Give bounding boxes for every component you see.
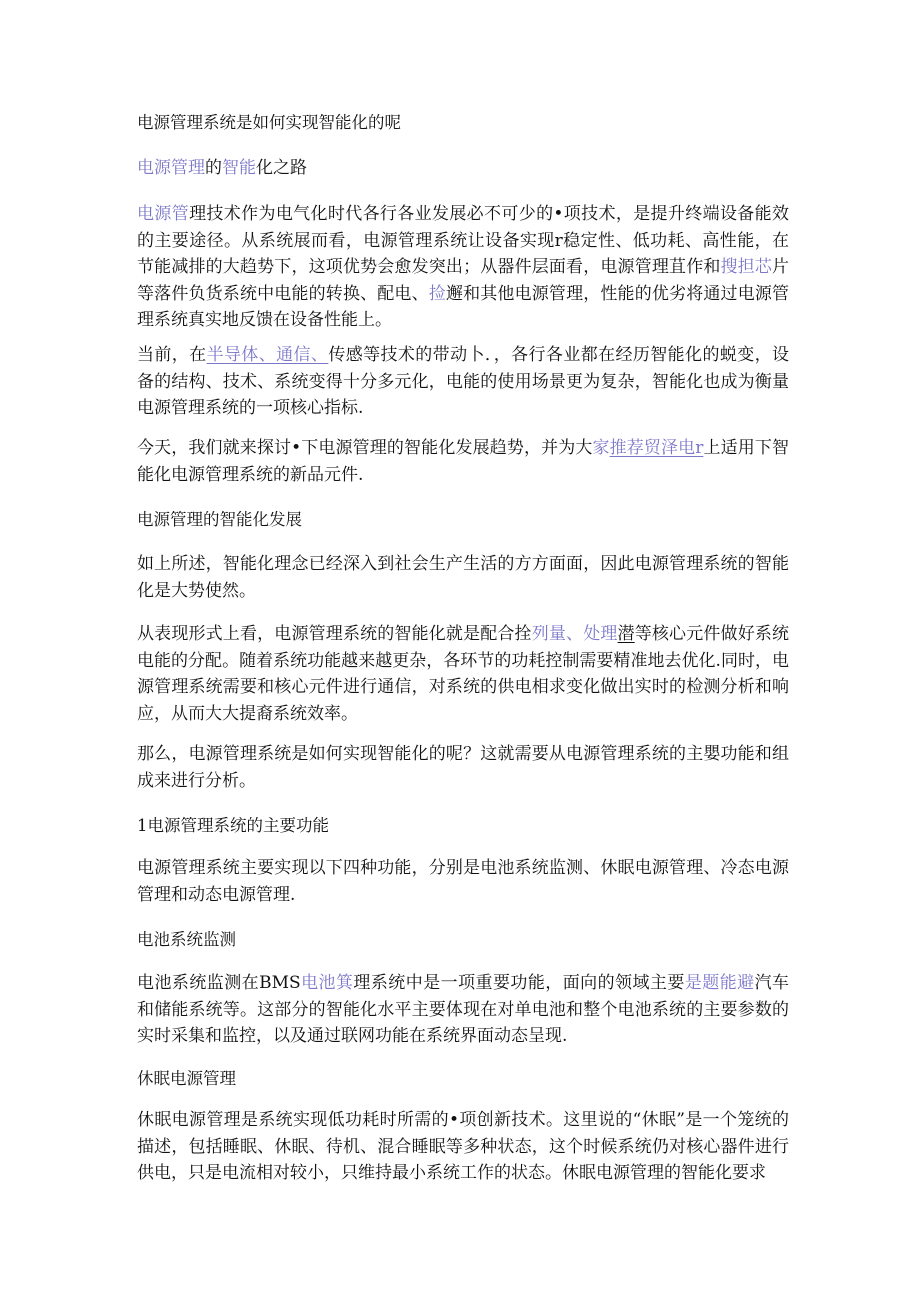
paragraph-text: 理技术作为电气化时代各行各业发展必不可少的•项技术，是提升终端设备能效的主要途径。从系统展而看，电源管理系统让设备实现r稳定性、低功耗、高性能，在节能减排的大趋势下，这项优势会愈发突出；从器件层面看，电源管理苴作和 bbox=[137, 204, 790, 277]
paragraph-text: 从表现形式上看，电源管理系统的智能化就是配合拴 bbox=[137, 624, 532, 644]
paragraph-text: 传感等技术的带动卜．，各行各业都在经历智能化的蜕变，设备的结构、技术、系统变得十分多元化，电能的使用场景更为复杂，智能化也成为衡量电源管理系统的一项核心指标. bbox=[137, 345, 790, 418]
paragraph-text: 邂和其他电源管理，性能的优劣将通过电源管理系统真实地反馈在设备性能上。 bbox=[137, 283, 790, 330]
heading-battery-monitoring: 电池系统监测 bbox=[137, 930, 236, 949]
heading-intelligent-development: 电源管理的智能化发展 bbox=[137, 510, 302, 529]
link-semiconductor-communication[interactable]: 半导体、通信、 bbox=[206, 345, 329, 365]
heading-text: 的 bbox=[205, 158, 222, 178]
paragraph-text: 上适用下智能化电源管理系统的新品元件. bbox=[137, 438, 790, 485]
paragraph-manifestation bbox=[137, 621, 789, 727]
heading-intelligent-road bbox=[137, 155, 789, 182]
link-measure-process[interactable]: 列量、处理 bbox=[531, 624, 618, 644]
paragraph-text: 汽车和储能系统等。这部分的智能化水平主要体现在对单电池和整个电池系统的主要参数的实时采集和监控，以及通过联网功能在系统界面动态呈现. bbox=[137, 973, 790, 1046]
link-detect[interactable]: 捡 bbox=[428, 283, 446, 304]
link-battery-mgmt[interactable]: 电池箕 bbox=[300, 973, 354, 993]
link-intelligence[interactable]: 智能 bbox=[222, 158, 256, 178]
link-chip[interactable]: 搜担芯 bbox=[720, 257, 773, 277]
paragraph-battery-monitoring bbox=[137, 970, 789, 1050]
paragraph-current-trend bbox=[137, 342, 789, 422]
paragraph-text: 片等落件负货系统中电能的转换、配电、 bbox=[137, 257, 790, 304]
paragraph-today bbox=[137, 435, 789, 488]
paragraph-text: 今天，我们就来探讨•下电源管理的智能化发展趋势，并为大 bbox=[137, 438, 593, 458]
paragraph-as-mentioned: 如上所述，智能化理念已经深入到社会生产生活的方方面面，因此电源管理系统的智能化是大势使然。 bbox=[137, 554, 789, 601]
paragraph-text: 理系统中是一项重要功能，面向的领域主要 bbox=[353, 973, 685, 993]
underlined-text: 潜 bbox=[617, 624, 635, 644]
doc-title: 电源管理系统是如何实现智能化的呢 bbox=[137, 113, 401, 132]
paragraph-sleep-power-management: 休眠电源管理是系统实现低功耗时所需的•项创新技术。这里说的“休眠”是一个笼统的描述，包括睡眠、休眠、待机、混合睡眠等多种状态，这个时候系统仍对核心器件进行供电，只是电流相对较小，只维持最小系统工作的状态。休眠电源管理的智能化要求 bbox=[137, 1110, 789, 1183]
paragraph-so: 那么，电源管理系统是如何实现智能化的呢？这就需要从电源管理系统的主嬰功能和组成来进行分析。 bbox=[137, 744, 789, 791]
paragraph-four-functions: 电源管理系统主要实现以下四种功能，分别是电池系统监测、休眠电源管理、冷态电源管理和动态电源管理. bbox=[137, 858, 789, 905]
link-power-mgmt-tech[interactable]: 电源管 bbox=[137, 204, 190, 224]
paragraph-text: 等核心元件做好系统电能的分配。随着系统功能越来越更杂，各环节的功耗控制需要精准地去优化.同时，电源管理系统需要和核心元件进行通信，对系统的供电相求变化做出实时的检测分析和响应，从而大大提裔系统效率。 bbox=[137, 624, 790, 724]
heading-text: 化之路 bbox=[256, 158, 307, 178]
link-power-management[interactable]: 电源管理 bbox=[137, 158, 205, 178]
heading-main-functions: 1电源管理系统的主要功能 bbox=[137, 816, 329, 835]
link-mouser[interactable]: 推荐贸泽电r bbox=[609, 438, 704, 458]
paragraph-text: 电池系统监测在BMS bbox=[137, 973, 301, 993]
heading-sleep-power-management: 休眠电源管理 bbox=[137, 1069, 236, 1088]
link-new-energy[interactable]: 是题能避 bbox=[684, 973, 755, 993]
paragraph-text: 当前，在 bbox=[137, 345, 207, 365]
paragraph-intro bbox=[137, 201, 789, 334]
link-family[interactable]: 家 bbox=[592, 438, 610, 458]
